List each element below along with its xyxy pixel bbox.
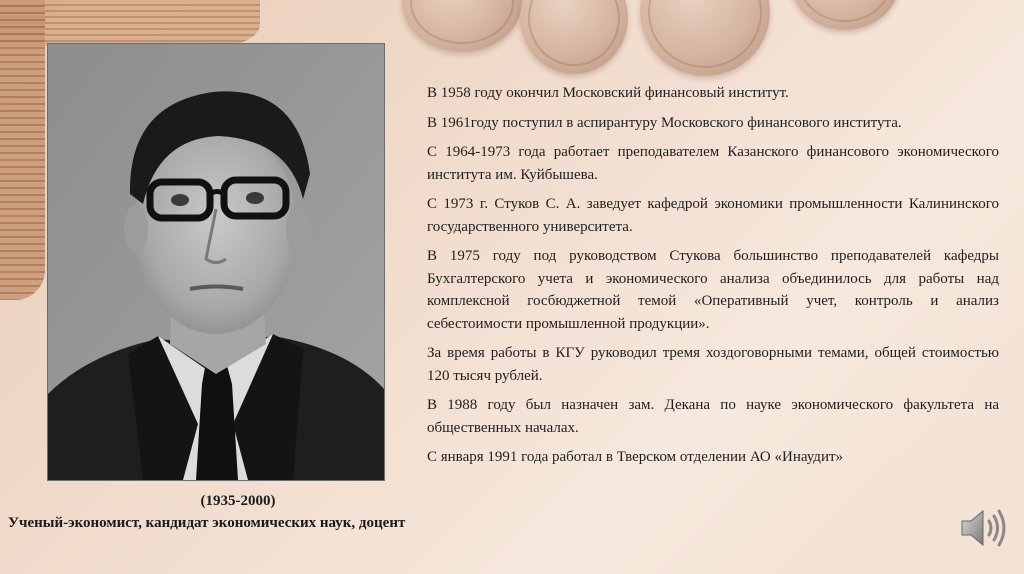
coin-stack-side-decoration — [0, 0, 45, 300]
bio-paragraph: С 1964-1973 года работает преподавателем Казанского финансового экономического института им. Куйбышева. — [427, 144, 999, 183]
bio-paragraph: В 1988 году был назначен зам. Декана по науке экономического факультета на общественных началах. — [427, 397, 999, 436]
portrait-photo — [48, 44, 384, 480]
bio-paragraph: В 1975 году под руководством Стукова большинство преподавателей кафедры Бухгалтерского учета и экономического анализа объединилось для работы над комплексной госбюджетной темой «Оперативный учет, контроль и анализ себестоимости промышленной продукции». — [427, 248, 999, 332]
portrait-illustration — [48, 44, 384, 480]
coin-decoration — [520, 0, 628, 74]
coin-decoration — [402, 0, 522, 52]
speaker-icon[interactable] — [958, 506, 1010, 550]
coin-decoration — [790, 0, 900, 30]
bio-paragraph: За время работы в КГУ руководил тремя хоздоговорными темами, общей стоимостью 120 тысяч рублей. — [427, 345, 999, 384]
bio-paragraph: С января 1991 года работал в Тверском отделении АО «Инаудит» — [427, 449, 844, 465]
bio-paragraph: В 1958 году окончил Московский финансовый институт. — [427, 85, 789, 101]
coin-decoration — [640, 0, 770, 76]
bio-paragraph: С 1973 г. Стуков С. А. заведует кафедрой экономики промышленности Калининского государственного университета. — [427, 196, 999, 235]
person-title: Ученый-экономист, кандидат экономических наук, доцент — [8, 515, 406, 531]
life-years: (1935-2000) — [200, 493, 276, 509]
biography — [427, 82, 999, 476]
bio-paragraph: В 1961году поступил в аспирантуру Московского финансового института. — [427, 114, 902, 131]
